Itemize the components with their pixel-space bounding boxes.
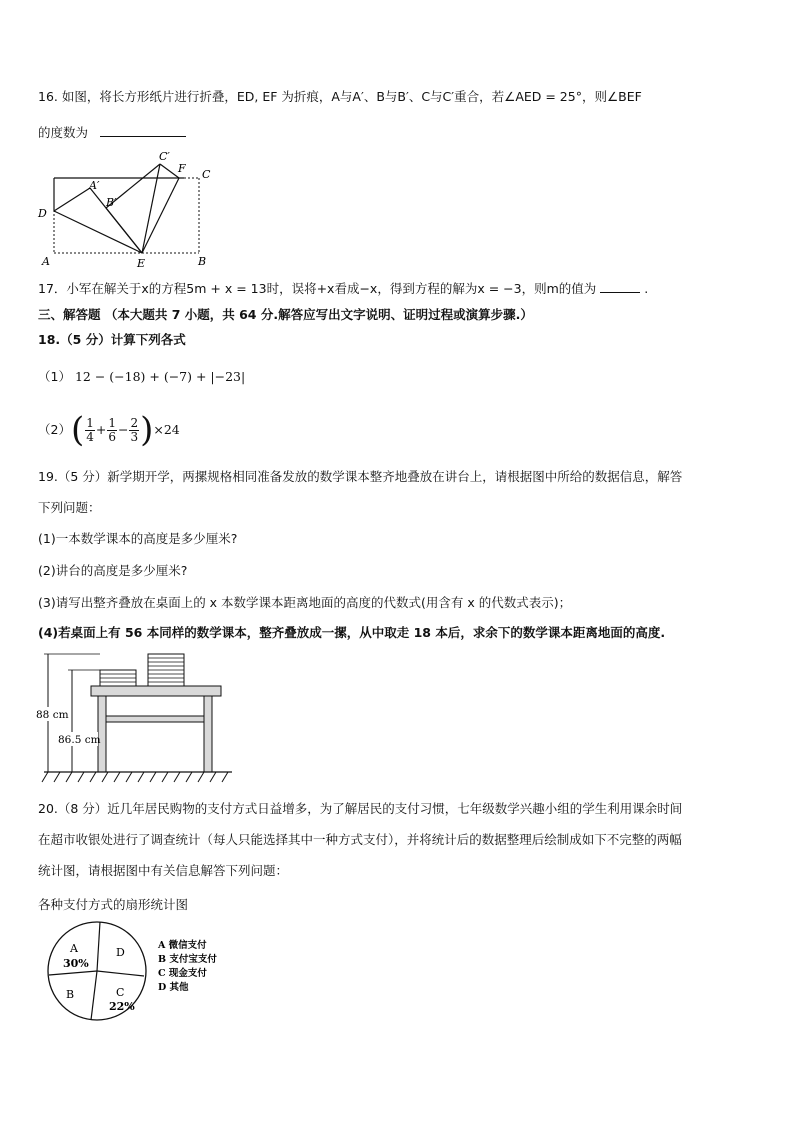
book-stack-small [100, 670, 136, 686]
label-D: D [38, 207, 47, 220]
section3-title: 三、解答题 （本大题共 7 小题，共 64 分.解答应写出文字说明、证明过程或演算步骤.） [38, 307, 533, 322]
pie-C-label: C [116, 986, 125, 999]
legend-B: B 支付宝支付 [158, 954, 217, 965]
q18-part2 [38, 410, 180, 450]
q19-line2: 下列问题： [38, 500, 101, 515]
fraction-1-4: $\frac{1}{4}$ [86, 415, 94, 444]
label-C: C [202, 168, 211, 181]
pie-B-label: B [66, 988, 75, 1001]
q18-part2-label: （2） [38, 422, 71, 437]
label-E: E [137, 257, 146, 270]
q19-sub4: (4)若桌面上有 56 本同样的数学课本，整齐叠放成一摞，从中取走 18 本后，求余下的数学课本距离地面的高度. [38, 625, 666, 640]
q16-line1: 16. 如图，将长方形纸片进行折叠，ED, EF 为折痕，A与A′、B与B′、C与C′重合，若∠AED = 25°，则∠BEF [38, 89, 642, 104]
pie-C-pct: 22% [109, 1000, 135, 1013]
open-paren: ( [70, 410, 85, 450]
q19-desk-figure [36, 650, 236, 788]
q19-line1: 19.（5 分）新学期开学，两摞规格相同准备发放的数学课本整齐地叠放在讲台上，请根据图中所给的数据信息，解答 [38, 469, 683, 484]
label-A-prime: A′ [89, 179, 100, 192]
pie-A-label: A [70, 942, 78, 955]
q20-chart-title: 各种支付方式的扇形统计图 [38, 897, 189, 912]
q18-part1-expr: 12 − (−18) + (−7) + |−23| [74, 369, 246, 384]
fraction-2-3: $\frac{2}{3}$ [130, 415, 139, 444]
label-F: F [178, 162, 186, 175]
q18-title: 18.（5 分）计算下列各式 [38, 332, 186, 347]
minus-sign: − [117, 422, 129, 437]
q17-text: 17．小军在解关于x的方程5m + x = 13时，误将+x看成−x，得到方程的解为x = −3，则m的值为 [38, 281, 597, 296]
q18-part2-tail: ×24 [153, 422, 180, 437]
book-stack-large [148, 654, 184, 686]
legend-D: D 其他 [158, 982, 189, 993]
q19-sub2: (2)讲台的高度是多少厘米? [38, 563, 188, 578]
fraction-1-6: $\frac{1}{6}$ [108, 415, 116, 444]
plus-sign: + [95, 422, 107, 437]
q16-prompt: 的度数为 [38, 125, 89, 140]
dim-88cm: 88 cm [36, 709, 69, 721]
q16-answer-blank [100, 124, 186, 137]
q19-sub1: (1)一本数学课本的高度是多少厘米? [38, 531, 238, 546]
q17-answer-blank [600, 280, 640, 293]
legend-C: C 现金支付 [158, 968, 207, 979]
q16-folding-figure [34, 148, 224, 270]
q16-line2 [38, 124, 186, 142]
dim-86-5cm: 86.5 cm [58, 734, 101, 746]
pie-D-label: D [116, 946, 125, 959]
q19-sub3: (3)请写出整齐叠放在桌面上的 x 本数学课本距离地面的高度的代数式(用含有 x 的代数式表示)； [38, 595, 572, 610]
q18-part1 [38, 368, 245, 386]
q20-line2: 在超市收银处进行了调查统计（每人只能选择其中一种方式支付），并将统计后的数据整理后绘制成如下不完整的两幅 [38, 832, 682, 847]
q20-pie-chart [40, 924, 240, 1024]
label-B: B [198, 255, 207, 268]
label-A: A [42, 255, 50, 268]
q17-line [38, 280, 648, 298]
label-B-prime: B′ [106, 196, 117, 209]
q18-part1-label: （1） [38, 369, 71, 384]
q17-end: . [644, 281, 649, 296]
pie-A-pct: 30% [63, 957, 89, 970]
close-paren: ) [140, 410, 154, 450]
label-C-prime: C′ [159, 150, 170, 163]
q20-line1: 20.（8 分）近几年居民购物的支付方式日益增多，为了解居民的支付习惯，七年级数学兴趣小组的学生利用课余时间 [38, 801, 683, 816]
q20-line3: 统计图，请根据图中有关信息解答下列问题： [38, 863, 289, 878]
legend-A: A 微信支付 [158, 940, 207, 951]
